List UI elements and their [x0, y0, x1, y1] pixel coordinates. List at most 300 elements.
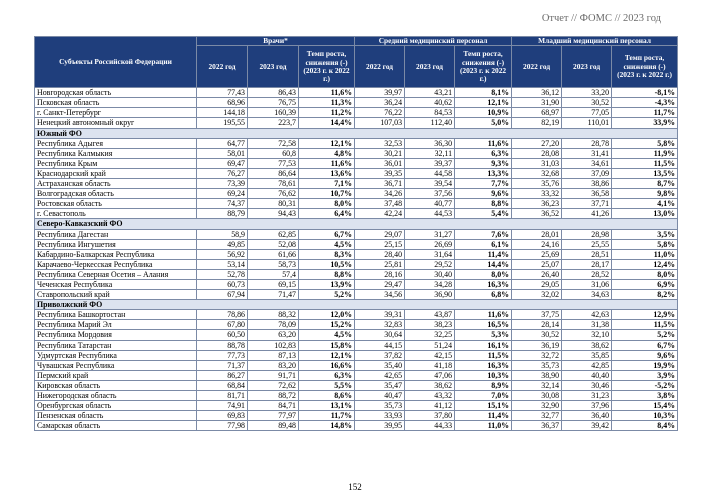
region-name: Краснодарский край [35, 168, 197, 178]
header-year: 2022 год [197, 46, 248, 88]
salary-value: 87,13 [248, 350, 299, 360]
salary-value: 28,40 [355, 249, 405, 259]
salary-value: 40,40 [562, 370, 612, 380]
salary-value: 29,05 [512, 279, 562, 289]
table-row [35, 360, 678, 370]
salary-value: 58,01 [197, 148, 248, 158]
region-name: Ненецкий автономный округ [35, 118, 197, 128]
salary-value: 32,02 [512, 290, 562, 300]
region-name: Псковская область [35, 98, 197, 108]
salary-value: 28,14 [512, 320, 562, 330]
table-row [35, 259, 678, 269]
salary-value: 28,16 [355, 269, 405, 279]
salary-value: 102,83 [248, 340, 299, 350]
salary-value: 58,9 [197, 229, 248, 239]
salary-value: 31,06 [562, 279, 612, 289]
growth-rate: 11,3% [299, 98, 355, 108]
salary-value: 94,43 [248, 209, 299, 219]
salary-value: 51,24 [405, 340, 455, 350]
salary-value: 36,71 [355, 179, 405, 189]
salary-value: 44,53 [405, 209, 455, 219]
salary-value: 88,79 [197, 209, 248, 219]
growth-rate: 15,4% [612, 401, 678, 411]
growth-rate: 11,6% [455, 138, 512, 148]
growth-rate: 5,5% [299, 380, 355, 390]
salary-value: 28,08 [512, 148, 562, 158]
table-row [35, 199, 678, 209]
growth-rate: 33,9% [612, 118, 678, 128]
salary-value: 34,28 [405, 279, 455, 289]
salary-value: 144,18 [197, 108, 248, 118]
salary-value: 32,10 [562, 330, 612, 340]
table-row [35, 330, 678, 340]
growth-rate: 3,5% [612, 229, 678, 239]
salary-value: 36,23 [512, 199, 562, 209]
page-number: 152 [348, 482, 362, 492]
salary-value: 76,27 [197, 168, 248, 178]
salary-value: 36,58 [562, 189, 612, 199]
salary-value: 36,30 [405, 138, 455, 148]
salary-value: 38,23 [405, 320, 455, 330]
growth-rate: 9,6% [455, 189, 512, 199]
salary-value: 72,62 [248, 380, 299, 390]
salary-value: 36,01 [355, 158, 405, 168]
salary-value: 32,11 [405, 148, 455, 158]
table-header [35, 37, 678, 88]
growth-rate: 8,0% [299, 199, 355, 209]
salary-value: 31,38 [562, 320, 612, 330]
header-year: 2022 год [512, 46, 562, 88]
salary-value: 34,56 [355, 290, 405, 300]
salary-value: 77,53 [248, 158, 299, 168]
salary-value: 61,66 [248, 249, 299, 259]
region-name: Республика Северная Осетия – Алания [35, 269, 197, 279]
growth-rate: 12,9% [612, 310, 678, 320]
region-name: Самарская область [35, 421, 197, 431]
salary-value: 78,86 [197, 310, 248, 320]
salary-value: 49,85 [197, 239, 248, 249]
salary-value: 25,69 [512, 249, 562, 259]
salary-value: 88,32 [248, 310, 299, 320]
group-title: Северо-Кавказский ФО [35, 219, 678, 229]
header-group-junior: Младший медицинский персонал [512, 37, 678, 46]
region-name: Карачаево-Черкесская Республика [35, 259, 197, 269]
salary-value: 76,62 [248, 189, 299, 199]
salary-value: 35,76 [512, 179, 562, 189]
salary-value: 32,25 [405, 330, 455, 340]
salary-value: 32,83 [355, 320, 405, 330]
growth-rate: 8,7% [612, 179, 678, 189]
salary-value: 60,73 [197, 279, 248, 289]
salary-value: 25,07 [512, 259, 562, 269]
growth-rate: 5,2% [612, 330, 678, 340]
region-name: Волгоградская область [35, 189, 197, 199]
region-name: Республика Ингушетия [35, 239, 197, 249]
growth-rate: 6,3% [455, 148, 512, 158]
salary-value: 36,19 [512, 340, 562, 350]
salary-value: 28,51 [562, 249, 612, 259]
region-name: Республика Калмыкия [35, 148, 197, 158]
growth-rate: 16,3% [455, 279, 512, 289]
growth-rate: 3,8% [612, 391, 678, 401]
region-name: Ростовская область [35, 199, 197, 209]
salary-value: 39,35 [355, 168, 405, 178]
table-row [35, 138, 678, 148]
page-header: Отчет // ФОМС // 2023 год [541, 13, 661, 24]
growth-rate: 11,6% [299, 88, 355, 98]
growth-rate: 16,6% [299, 360, 355, 370]
salary-value: 37,75 [512, 310, 562, 320]
salary-value: 32,77 [512, 411, 562, 421]
growth-rate: 11,4% [455, 411, 512, 421]
growth-rate: 13,0% [612, 209, 678, 219]
table-row [35, 249, 678, 259]
growth-rate: 4,1% [612, 199, 678, 209]
growth-rate: 6,1% [455, 239, 512, 249]
table-row [35, 158, 678, 168]
growth-rate: 7,6% [455, 229, 512, 239]
table-row [35, 310, 678, 320]
growth-rate: 11,7% [299, 411, 355, 421]
salary-value: 47,06 [405, 370, 455, 380]
header-year: 2022 год [355, 46, 405, 88]
salary-value: 44,33 [405, 421, 455, 431]
region-name: г. Санкт-Петербург [35, 108, 197, 118]
salary-value: 62,85 [248, 229, 299, 239]
region-name: Новгородская область [35, 88, 197, 98]
growth-rate: 15,2% [299, 320, 355, 330]
growth-rate: 12,1% [299, 138, 355, 148]
salary-value: 36,90 [405, 290, 455, 300]
salary-value: 78,09 [248, 320, 299, 330]
salary-value: 86,27 [197, 370, 248, 380]
salary-value: 76,22 [355, 108, 405, 118]
salary-value: 39,54 [405, 179, 455, 189]
growth-rate: 5,0% [455, 118, 512, 128]
growth-rate: 4,5% [299, 330, 355, 340]
table-row [35, 118, 678, 128]
header-growth: Темп роста, снижения (-) (2023 г. к 2022 г.) [455, 46, 512, 88]
growth-rate: 11,9% [612, 148, 678, 158]
salary-value: 74,91 [197, 401, 248, 411]
region-name: Пермский край [35, 370, 197, 380]
salary-value: 37,96 [562, 401, 612, 411]
salary-value: 68,84 [197, 380, 248, 390]
salary-value: 39,37 [405, 158, 455, 168]
salary-value: 25,15 [355, 239, 405, 249]
growth-rate: 5,2% [299, 290, 355, 300]
salary-value: 73,39 [197, 179, 248, 189]
growth-rate: 6,3% [299, 370, 355, 380]
salary-value: 42,85 [562, 360, 612, 370]
growth-rate: 11,0% [455, 421, 512, 431]
salary-value: 34,26 [355, 189, 405, 199]
region-name: Пензенская область [35, 411, 197, 421]
table-row [35, 209, 678, 219]
growth-rate: 16,1% [455, 340, 512, 350]
growth-rate: 8,2% [612, 290, 678, 300]
salary-value: 64,77 [197, 138, 248, 148]
salary-value: 30,08 [512, 391, 562, 401]
growth-rate: 4,8% [299, 148, 355, 158]
salary-value: 32,72 [512, 350, 562, 360]
table-row [35, 179, 678, 189]
salary-value: 42,63 [562, 310, 612, 320]
salary-value: 28,17 [562, 259, 612, 269]
salary-value: 31,03 [512, 158, 562, 168]
salary-value: 86,43 [248, 88, 299, 98]
region-name: Нижегородская область [35, 391, 197, 401]
salary-value: 33,93 [355, 411, 405, 421]
growth-rate: 13,1% [299, 401, 355, 411]
region-name: Чувашская Республика [35, 360, 197, 370]
salary-value: 89,48 [248, 421, 299, 431]
growth-rate: 3,9% [612, 370, 678, 380]
salary-value: 42,65 [355, 370, 405, 380]
salary-value: 31,64 [405, 249, 455, 259]
salary-value: 52,08 [248, 239, 299, 249]
salary-value: 110,01 [562, 118, 612, 128]
salary-value: 160,39 [248, 108, 299, 118]
growth-rate: -8,1% [612, 88, 678, 98]
salary-value: 35,40 [355, 360, 405, 370]
region-name: Республика Адыгея [35, 138, 197, 148]
group-title: Приволжский ФО [35, 300, 678, 310]
table-row [35, 279, 678, 289]
salary-value: 37,48 [355, 199, 405, 209]
growth-rate: 12,1% [455, 98, 512, 108]
growth-rate: 5,4% [455, 209, 512, 219]
salary-value: 30,21 [355, 148, 405, 158]
salary-value: 88,78 [197, 340, 248, 350]
salary-value: 31,41 [562, 148, 612, 158]
group-title: Южный ФО [35, 128, 678, 138]
growth-rate: 11,5% [455, 350, 512, 360]
growth-rate: 8,8% [299, 269, 355, 279]
salary-value: 39,97 [355, 88, 405, 98]
salary-value: 39,42 [562, 421, 612, 431]
salary-value: 37,80 [405, 411, 455, 421]
salary-value: 32,90 [512, 401, 562, 411]
header-group-doctors: Врачи* [197, 37, 355, 46]
header-year: 2023 год [248, 46, 299, 88]
salary-value: 77,98 [197, 421, 248, 431]
salary-value: 78,61 [248, 179, 299, 189]
growth-rate: 9,8% [612, 189, 678, 199]
salary-value: 60,50 [197, 330, 248, 340]
salary-value: 57,4 [248, 269, 299, 279]
growth-rate: 9,6% [612, 350, 678, 360]
salary-value: 36,37 [512, 421, 562, 431]
growth-rate: 12,1% [299, 350, 355, 360]
table-row [35, 380, 678, 390]
header-year: 2023 год [562, 46, 612, 88]
salary-value: 63,20 [248, 330, 299, 340]
salary-value: 81,71 [197, 391, 248, 401]
growth-rate: 10,5% [299, 259, 355, 269]
group-header-row [35, 128, 678, 138]
salary-value: 68,96 [197, 98, 248, 108]
growth-rate: -5,2% [612, 380, 678, 390]
salary-value: 107,03 [355, 118, 405, 128]
growth-rate: 14,4% [299, 118, 355, 128]
growth-rate: 10,7% [299, 189, 355, 199]
growth-rate: 7,7% [455, 179, 512, 189]
salary-value: 31,90 [512, 98, 562, 108]
salary-value: 36,40 [562, 411, 612, 421]
salary-value: 26,69 [405, 239, 455, 249]
salary-value: 77,05 [562, 108, 612, 118]
growth-rate: 11,4% [455, 249, 512, 259]
salary-value: 37,82 [355, 350, 405, 360]
growth-rate: 11,2% [299, 108, 355, 118]
salary-value: 28,98 [562, 229, 612, 239]
region-name: Удмуртская Республика [35, 350, 197, 360]
salary-value: 39,95 [355, 421, 405, 431]
region-name: Кировская область [35, 380, 197, 390]
salary-value: 24,16 [512, 239, 562, 249]
growth-rate: 5,3% [455, 330, 512, 340]
salary-value: 71,47 [248, 290, 299, 300]
salary-value: 42,15 [405, 350, 455, 360]
salary-table [34, 36, 678, 431]
growth-rate: 13,9% [299, 279, 355, 289]
salary-value: 53,14 [197, 259, 248, 269]
salary-value: 40,47 [355, 391, 405, 401]
salary-value: 38,90 [512, 370, 562, 380]
table-body [35, 88, 678, 431]
salary-value: 56,92 [197, 249, 248, 259]
salary-value: 32,14 [512, 380, 562, 390]
salary-value: 69,15 [248, 279, 299, 289]
growth-rate: 14,4% [455, 259, 512, 269]
region-name: Чеченская Республика [35, 279, 197, 289]
table-row [35, 229, 678, 239]
table-row [35, 189, 678, 199]
growth-rate: 9,3% [455, 158, 512, 168]
salary-value: 72,58 [248, 138, 299, 148]
growth-rate: 15,1% [455, 401, 512, 411]
salary-value: 80,31 [248, 199, 299, 209]
salary-value: 28,78 [562, 138, 612, 148]
salary-value: 38,86 [562, 179, 612, 189]
growth-rate: 6,7% [299, 229, 355, 239]
growth-rate: -4,3% [612, 98, 678, 108]
growth-rate: 6,7% [612, 340, 678, 350]
table-row [35, 391, 678, 401]
salary-value: 36,24 [355, 98, 405, 108]
salary-value: 43,21 [405, 88, 455, 98]
salary-value: 30,40 [405, 269, 455, 279]
growth-rate: 11,5% [612, 320, 678, 330]
table-row [35, 88, 678, 98]
salary-value: 82,19 [512, 118, 562, 128]
growth-rate: 7,1% [299, 179, 355, 189]
salary-value: 38,62 [405, 380, 455, 390]
growth-rate: 15,8% [299, 340, 355, 350]
salary-value: 40,77 [405, 199, 455, 209]
growth-rate: 13,6% [299, 168, 355, 178]
salary-value: 69,47 [197, 158, 248, 168]
table-row [35, 269, 678, 279]
salary-value: 32,53 [355, 138, 405, 148]
growth-rate: 6,4% [299, 209, 355, 219]
growth-rate: 11,6% [455, 310, 512, 320]
salary-value: 25,55 [562, 239, 612, 249]
salary-value: 76,75 [248, 98, 299, 108]
growth-rate: 10,3% [612, 411, 678, 421]
salary-value: 32,68 [512, 168, 562, 178]
salary-value: 67,80 [197, 320, 248, 330]
salary-value: 39,31 [355, 310, 405, 320]
salary-value: 69,83 [197, 411, 248, 421]
salary-value: 74,37 [197, 199, 248, 209]
region-name: Астраханская область [35, 179, 197, 189]
growth-rate: 11,6% [299, 158, 355, 168]
region-name: Республика Дагестан [35, 229, 197, 239]
salary-value: 30,64 [355, 330, 405, 340]
salary-value: 28,52 [562, 269, 612, 279]
table-row [35, 148, 678, 158]
salary-value: 34,63 [562, 290, 612, 300]
salary-value: 44,15 [355, 340, 405, 350]
salary-value: 223,7 [248, 118, 299, 128]
salary-value: 29,07 [355, 229, 405, 239]
salary-value: 38,62 [562, 340, 612, 350]
salary-value: 25,81 [355, 259, 405, 269]
salary-value: 88,72 [248, 391, 299, 401]
table-row [35, 239, 678, 249]
salary-value: 30,52 [562, 98, 612, 108]
table-row [35, 421, 678, 431]
salary-value: 83,20 [248, 360, 299, 370]
salary-value: 33,20 [562, 88, 612, 98]
growth-rate: 8,1% [455, 88, 512, 98]
salary-value: 58,73 [248, 259, 299, 269]
growth-rate: 5,8% [612, 138, 678, 148]
growth-rate: 8,9% [455, 380, 512, 390]
salary-value: 36,12 [512, 88, 562, 98]
growth-rate: 16,5% [455, 320, 512, 330]
table-row [35, 98, 678, 108]
salary-value: 69,24 [197, 189, 248, 199]
salary-value: 28,01 [512, 229, 562, 239]
salary-value: 77,43 [197, 88, 248, 98]
growth-rate: 7,0% [455, 391, 512, 401]
salary-value: 30,52 [512, 330, 562, 340]
salary-value: 37,71 [562, 199, 612, 209]
growth-rate: 8,0% [612, 269, 678, 279]
salary-value: 42,24 [355, 209, 405, 219]
salary-value: 60,8 [248, 148, 299, 158]
salary-value: 112,40 [405, 118, 455, 128]
salary-value: 77,97 [248, 411, 299, 421]
region-name: г. Севастополь [35, 209, 197, 219]
header-region: Субъекты Российской Федерации [35, 37, 197, 88]
growth-rate: 8,0% [455, 269, 512, 279]
salary-value: 37,09 [562, 168, 612, 178]
salary-value: 77,73 [197, 350, 248, 360]
salary-value: 41,12 [405, 401, 455, 411]
growth-rate: 11,7% [612, 108, 678, 118]
salary-value: 30,46 [562, 380, 612, 390]
growth-rate: 12,4% [612, 259, 678, 269]
salary-value: 31,23 [562, 391, 612, 401]
salary-value: 34,61 [562, 158, 612, 168]
salary-value: 37,56 [405, 189, 455, 199]
region-name: Республика Крым [35, 158, 197, 168]
growth-rate: 6,9% [612, 279, 678, 289]
